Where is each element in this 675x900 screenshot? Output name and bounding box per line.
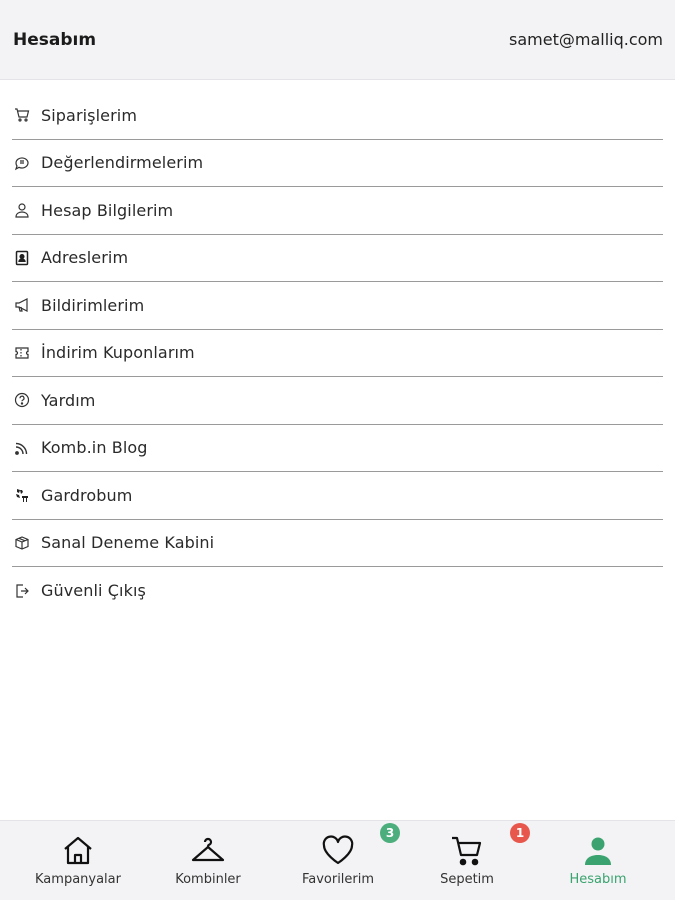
tab-cart[interactable]: [402, 821, 532, 900]
person-icon: [580, 833, 616, 869]
tab-label: Kombinler: [175, 872, 241, 887]
cart-icon: [13, 106, 31, 124]
menu-item-label: Sanal Deneme Kabini: [41, 533, 215, 553]
cart-icon: [449, 833, 485, 869]
header: [0, 0, 675, 80]
tab-label: Kampanyalar: [35, 872, 121, 887]
hanger-icon: [190, 833, 226, 869]
page-title: Hesabım: [13, 30, 97, 50]
menu-item-addresses[interactable]: [12, 235, 663, 283]
menu-item-label: Güvenli Çıkış: [41, 581, 146, 601]
menu-item-reviews[interactable]: [12, 140, 663, 188]
menu-item-logout[interactable]: [12, 567, 663, 615]
menu-item-notifications[interactable]: [12, 282, 663, 330]
tab-label: Sepetim: [440, 872, 494, 887]
menu-item-label: Gardrobum: [41, 485, 133, 505]
tab-favorites[interactable]: [273, 821, 403, 900]
heart-icon: [320, 833, 356, 869]
home-icon: [60, 833, 96, 869]
menu-item-virtual-fitting-room[interactable]: [12, 520, 663, 568]
user-email: samet@malliq.com: [509, 30, 663, 49]
logout-icon: [13, 582, 31, 600]
rss-icon: [13, 439, 31, 457]
box-icon: [13, 534, 31, 552]
menu-item-label: Komb.in Blog: [41, 438, 148, 458]
account-menu: [12, 92, 663, 615]
menu-item-label: Siparişlerim: [41, 105, 138, 125]
menu-item-label: İndirim Kuponlarım: [41, 343, 195, 363]
menu-item-coupons[interactable]: [12, 330, 663, 378]
menu-item-label: Hesap Bilgilerim: [41, 200, 174, 220]
menu-item-label: Değerlendirmelerim: [41, 153, 204, 173]
help-circle-icon: [13, 391, 31, 409]
chat-bubble-icon: [13, 154, 31, 172]
tab-combinations[interactable]: [143, 821, 273, 900]
tab-label: Hesabım: [569, 872, 627, 887]
menu-item-account-info[interactable]: [12, 187, 663, 235]
bottom-navigation: [0, 820, 675, 900]
ticket-icon: [13, 344, 31, 362]
cart-count-badge: 1: [510, 823, 530, 843]
menu-item-label: Adreslerim: [41, 248, 129, 268]
favorites-count-badge: 3: [380, 823, 400, 843]
menu-item-orders[interactable]: [12, 92, 663, 140]
tab-account[interactable]: [533, 821, 663, 900]
megaphone-icon: [13, 296, 31, 314]
tab-label: Favorilerim: [301, 872, 375, 887]
user-icon: [13, 201, 31, 219]
menu-item-label: Bildirimlerim: [41, 295, 145, 315]
menu-item-wardrobe[interactable]: [12, 472, 663, 520]
address-book-icon: [13, 249, 31, 267]
menu-item-label: Yardım: [41, 390, 96, 410]
menu-item-blog[interactable]: [12, 425, 663, 473]
tab-campaigns[interactable]: [13, 821, 143, 900]
wardrobe-icon: [13, 486, 31, 504]
menu-item-help[interactable]: [12, 377, 663, 425]
